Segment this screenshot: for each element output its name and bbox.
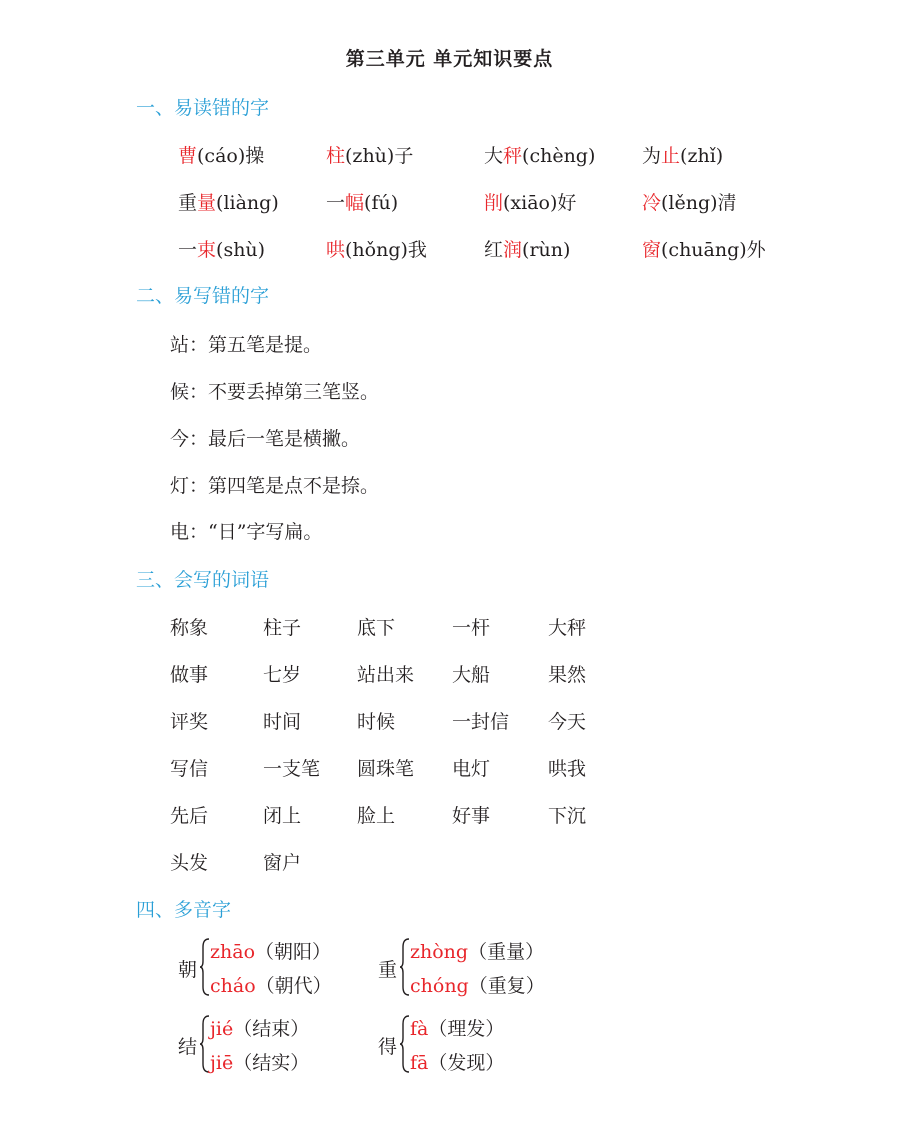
prefix-text: 一 — [178, 239, 198, 261]
prefix-text: 为 — [642, 145, 662, 167]
pinyin-text: (zhù)子 — [345, 145, 414, 167]
vocab-word: 时间 — [263, 711, 302, 733]
vocab-word: 大船 — [452, 664, 491, 686]
polyphone-group — [378, 937, 578, 997]
vocab-word: 柱子 — [263, 617, 302, 639]
vocab-word: 哄我 — [548, 758, 587, 780]
prefix-text: 重 — [178, 192, 198, 214]
vocab-word: 脸上 — [357, 805, 396, 827]
pinyin: zhāo — [210, 941, 256, 963]
misread-item — [642, 235, 766, 262]
vocab-word: 写信 — [170, 758, 209, 780]
pinyin-text: (cáo)操 — [197, 145, 265, 167]
key-char: 冷 — [642, 192, 662, 214]
example-word: （朝阳） — [255, 941, 332, 963]
misspell-item: 电：“日”字写扁。 — [170, 521, 323, 543]
misspell-item: 灯：第四笔是点不是捺。 — [170, 475, 380, 497]
polyphone-char: 朝 — [178, 959, 198, 981]
vocab-word: 先后 — [170, 805, 209, 827]
prefix-text: 大 — [484, 145, 504, 167]
key-char: 柱 — [326, 145, 346, 167]
vocab-word: 做事 — [170, 664, 209, 686]
key-char: 秤 — [503, 145, 523, 167]
misread-item — [178, 188, 279, 215]
pinyin-text: (xiāo)好 — [503, 192, 577, 214]
pinyin-text: (rùn) — [522, 239, 571, 261]
key-char: 窗 — [642, 239, 662, 261]
pinyin-text: (fú) — [364, 192, 399, 214]
key-char: 止 — [661, 145, 681, 167]
brace-icon — [200, 937, 210, 997]
misspell-item: 站：第五笔是提。 — [170, 334, 323, 356]
vocab-word: 头发 — [170, 852, 209, 874]
misspell-item: 候：不要丢掉第三笔竖。 — [170, 381, 380, 403]
polyphone-group — [378, 1014, 578, 1074]
misread-item — [484, 141, 595, 168]
pinyin-text: (chèng) — [522, 145, 596, 167]
section-heading-1: 一、易读错的字 — [136, 97, 270, 119]
polyphone-group — [178, 937, 358, 997]
misread-item — [326, 141, 413, 168]
key-char: 幅 — [345, 192, 365, 214]
example-word: （重量） — [468, 941, 545, 963]
vocab-word: 站出来 — [357, 664, 415, 686]
example-word: （重复） — [468, 975, 545, 997]
example-word: （结束） — [233, 1018, 310, 1040]
pinyin-text: (lěng)清 — [661, 192, 737, 214]
pinyin: jiē — [210, 1052, 234, 1074]
vocab-word: 一杆 — [452, 617, 491, 639]
section-heading-3: 三、会写的词语 — [136, 569, 270, 591]
vocab-word: 七岁 — [263, 664, 302, 686]
key-char: 束 — [197, 239, 217, 261]
misread-item — [326, 188, 398, 215]
section-heading-2: 二、易写错的字 — [136, 285, 270, 307]
vocab-word: 称象 — [170, 617, 209, 639]
vocab-word: 大秤 — [548, 617, 587, 639]
pinyin: cháo — [210, 975, 256, 997]
key-char: 哄 — [326, 239, 346, 261]
vocab-word: 圆珠笔 — [357, 758, 415, 780]
vocab-word: 果然 — [548, 664, 587, 686]
pinyin: jié — [210, 1018, 234, 1040]
vocab-word: 下沉 — [548, 805, 587, 827]
brace-icon — [400, 937, 410, 997]
key-char: 曹 — [178, 145, 198, 167]
vocab-word: 好事 — [452, 805, 491, 827]
misread-item — [642, 141, 723, 168]
vocab-word: 今天 — [548, 711, 587, 733]
polyphone-char: 得 — [378, 1036, 398, 1058]
prefix-text: 一 — [326, 192, 346, 214]
pinyin: chóng — [410, 975, 469, 997]
vocab-word: 底下 — [357, 617, 396, 639]
vocab-word: 一支笔 — [263, 758, 321, 780]
brace-icon — [200, 1014, 210, 1074]
example-word: （理发） — [428, 1018, 505, 1040]
vocab-word: 一封信 — [452, 711, 510, 733]
polyphone-group — [178, 1014, 358, 1074]
vocab-word: 时候 — [357, 711, 396, 733]
polyphone-char: 结 — [178, 1036, 198, 1058]
page-title: 第三单元 单元知识要点 — [345, 48, 554, 70]
vocab-word: 窗户 — [263, 852, 302, 874]
polyphone-char: 重 — [378, 959, 398, 981]
example-word: （朝代） — [255, 975, 332, 997]
misread-item — [178, 235, 265, 262]
vocab-word: 评奖 — [170, 711, 209, 733]
misread-item — [326, 235, 427, 262]
pinyin-text: (chuāng)外 — [661, 239, 766, 261]
key-char: 削 — [484, 192, 504, 214]
pinyin: fà — [410, 1018, 429, 1040]
brace-icon — [400, 1014, 410, 1074]
example-word: （结实） — [233, 1052, 310, 1074]
misread-item — [484, 188, 576, 215]
vocab-word: 电灯 — [452, 758, 491, 780]
misread-item — [642, 188, 737, 215]
misspell-item: 今：最后一笔是横撇。 — [170, 428, 361, 450]
pinyin: zhòng — [410, 941, 469, 963]
pinyin-text: (zhǐ) — [680, 145, 724, 167]
pinyin-text: (liàng) — [216, 192, 279, 214]
vocab-word: 闭上 — [263, 805, 302, 827]
misread-item — [178, 141, 264, 168]
pinyin-text: (hǒng)我 — [345, 239, 427, 261]
example-word: （发现） — [428, 1052, 505, 1074]
pinyin-text: (shù) — [216, 239, 266, 261]
section-heading-4: 四、多音字 — [136, 899, 232, 921]
key-char: 润 — [503, 239, 523, 261]
key-char: 量 — [197, 192, 217, 214]
misread-item — [484, 235, 570, 262]
prefix-text: 红 — [484, 239, 504, 261]
pinyin: fā — [410, 1052, 429, 1074]
